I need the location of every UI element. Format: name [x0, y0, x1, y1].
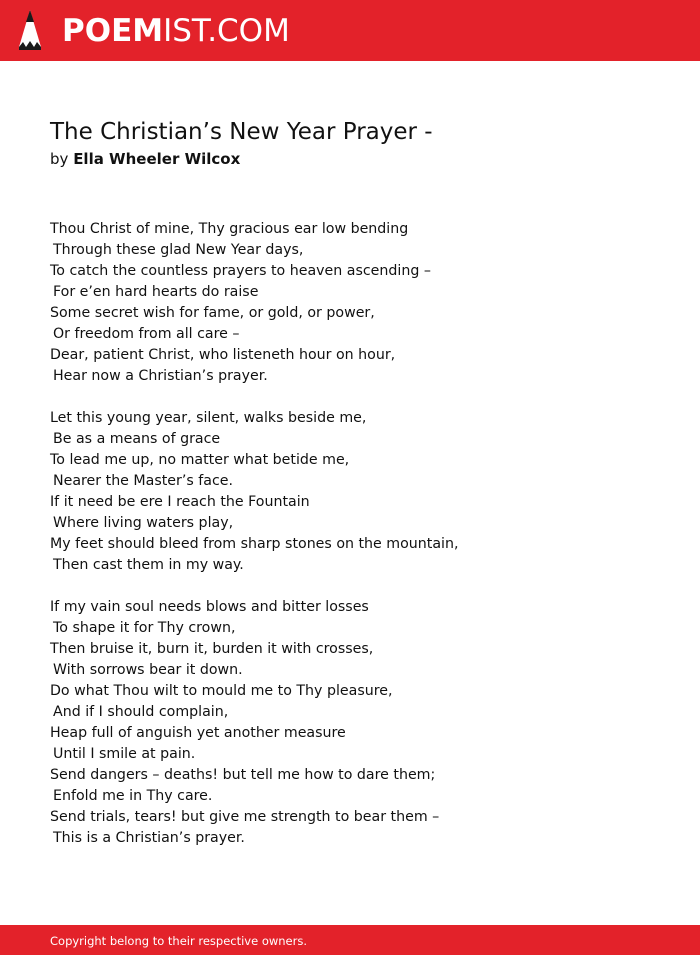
- poem-line: Heap full of anguish yet another measure: [50, 725, 346, 741]
- poem-title: The Christian’s New Year Prayer -: [50, 119, 433, 145]
- poem-line: With sorrows bear it down.: [53, 662, 243, 678]
- poem-line: Until I smile at pain.: [53, 746, 196, 762]
- poem-line: Send dangers – deaths! but tell me how to dare them;: [50, 767, 436, 783]
- poem-line: To lead me up, no matter what betide me,: [50, 452, 350, 468]
- by-label: by: [50, 150, 69, 168]
- poem-line: Enfold me in Thy care.: [53, 788, 213, 804]
- poem-line: Some secret wish for fame, or gold, or power,: [50, 305, 375, 321]
- poem-line: My feet should bleed from sharp stones on the mountain,: [50, 536, 459, 552]
- site-header: [0, 0, 700, 61]
- pencil-tip-icon: [17, 9, 43, 51]
- poem-line: Nearer the Master’s face.: [53, 473, 234, 489]
- site-logo-link[interactable]: [62, 13, 290, 49]
- poem-line: And if I should complain,: [53, 704, 229, 720]
- brand-light-text: IST.COM: [163, 13, 290, 49]
- poem-line: Thou Christ of mine, Thy gracious ear low bending: [50, 221, 409, 237]
- author-name: Ella Wheeler Wilcox: [73, 150, 241, 168]
- poem-line: Send trials, tears! but give me strength to bear them –: [50, 809, 440, 825]
- poem-line: Do what Thou wilt to mould me to Thy pleasure,: [50, 683, 393, 699]
- site-footer: [0, 925, 700, 955]
- poem-stanza: [50, 408, 670, 576]
- brand-bold-text: POEM: [62, 13, 164, 49]
- poem-line: Dear, patient Christ, who listeneth hour on hour,: [50, 347, 396, 363]
- poem-line: To catch the countless prayers to heaven ascending –: [50, 263, 431, 279]
- poem-line: To shape it for Thy crown,: [53, 620, 236, 636]
- poem-line: Then cast them in my way.: [53, 557, 244, 573]
- poem-line: Then bruise it, burn it, burden it with crosses,: [50, 641, 374, 657]
- poem-stanza: [50, 597, 670, 849]
- poem-line: Let this young year, silent, walks beside me,: [50, 410, 367, 426]
- poem-line: If it need be ere I reach the Fountain: [50, 494, 310, 510]
- poem-body: [50, 219, 670, 870]
- poem-line: Or freedom from all care –: [53, 326, 240, 342]
- poem-stanza: [50, 219, 670, 387]
- poem-line: Where living waters play,: [53, 515, 234, 531]
- poem-line: Hear now a Christian’s prayer.: [53, 368, 268, 384]
- poem-line: Through these glad New Year days,: [53, 242, 304, 258]
- poem-line: Be as a means of grace: [53, 431, 221, 447]
- poem-line: This is a Christian’s prayer.: [53, 830, 245, 846]
- poem-byline: [50, 149, 240, 169]
- poem-line: For e’en hard hearts do raise: [53, 284, 259, 300]
- poem-line: If my vain soul needs blows and bitter losses: [50, 599, 369, 615]
- copyright-notice: Copyright belong to their respective owners.: [50, 934, 308, 948]
